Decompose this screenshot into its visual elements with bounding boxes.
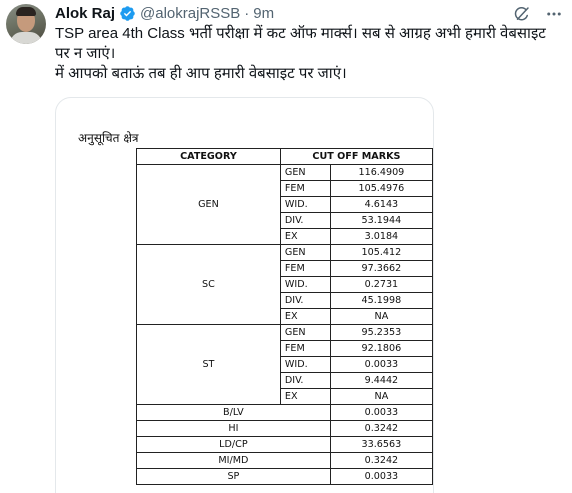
verified-badge-icon [119,5,136,22]
subcategory-cell: EX [280,309,330,325]
value-cell: 116.4909 [330,165,432,181]
value-cell: 53.1944 [330,213,432,229]
value-cell: 0.3242 [330,453,432,469]
header-actions [512,4,564,24]
value-cell: 0.0033 [330,405,432,421]
category-cell: SP [137,469,331,485]
value-cell: 0.2731 [330,277,432,293]
table-row [137,469,433,485]
value-cell: 0.3242 [330,421,432,437]
value-cell: 95.2353 [330,325,432,341]
value-cell: 9.4442 [330,373,432,389]
tweet-timestamp[interactable]: 9m [253,4,275,22]
author-handle[interactable]: @alokrajRSSB [140,4,241,22]
value-cell: 92.1806 [330,341,432,357]
category-cell: LD/CP [137,437,331,453]
subcategory-cell: WID. [280,357,330,373]
category-cell: ST [137,325,281,405]
value-cell: NA [330,389,432,405]
section-label: अनुसूचित क्षेत्र [78,131,139,145]
tweet-text-line-2: में आपको बताऊं तब ही आप हमारी वेबसाइट पर जाएं। [55,65,347,82]
subcategory-cell: EX [280,229,330,245]
subcategory-cell: DIV. [280,293,330,309]
avatar-hair [16,7,36,16]
subcategory-cell: DIV. [280,373,330,389]
value-cell: 0.0033 [330,357,432,373]
value-cell: 0.0033 [330,469,432,485]
tweet-header [55,4,274,22]
table-header-row [137,149,433,165]
tweet-text-line-1: TSP area 4th Class भर्ती परीक्षा में कट ऑफ मार्क्स। सब से आग्रह अभी हमारी वेबसाइट पर न जाएं। [55,25,546,62]
value-cell: NA [330,309,432,325]
header-cutoff-marks: CUT OFF MARKS [280,149,432,165]
avatar-shirt [10,32,42,44]
subcategory-cell: DIV. [280,213,330,229]
subcategory-cell: FEM [280,261,330,277]
subcategory-cell: FEM [280,181,330,197]
more-options-icon[interactable] [544,4,564,24]
table-row [137,245,433,261]
value-cell: 45.1998 [330,293,432,309]
value-cell: 3.0184 [330,229,432,245]
table-row [137,405,433,421]
category-cell: B/LV [137,405,331,421]
subcategory-cell: GEN [280,245,330,261]
grok-icon[interactable] [512,4,532,24]
separator-dot: · [244,4,250,22]
subcategory-cell: WID. [280,197,330,213]
value-cell: 105.4976 [330,181,432,197]
subcategory-cell: GEN [280,325,330,341]
subcategory-cell: GEN [280,165,330,181]
cutoff-table [136,148,433,485]
tweet-text [55,24,563,84]
subcategory-cell: EX [280,389,330,405]
table-row [137,325,433,341]
category-cell: MI/MD [137,453,331,469]
table-row [137,453,433,469]
avatar[interactable] [6,4,46,44]
tweet-media-image[interactable] [55,97,434,493]
table-row [137,421,433,437]
author-name[interactable]: Alok Raj [55,4,116,22]
value-cell: 97.3662 [330,261,432,277]
header-category: CATEGORY [137,149,281,165]
category-cell: SC [137,245,281,325]
value-cell: 33.6563 [330,437,432,453]
table-row [137,165,433,181]
category-cell: GEN [137,165,281,245]
table-row [137,437,433,453]
value-cell: 105.412 [330,245,432,261]
subcategory-cell: FEM [280,341,330,357]
subcategory-cell: WID. [280,277,330,293]
category-cell: HI [137,421,331,437]
value-cell: 4.6143 [330,197,432,213]
